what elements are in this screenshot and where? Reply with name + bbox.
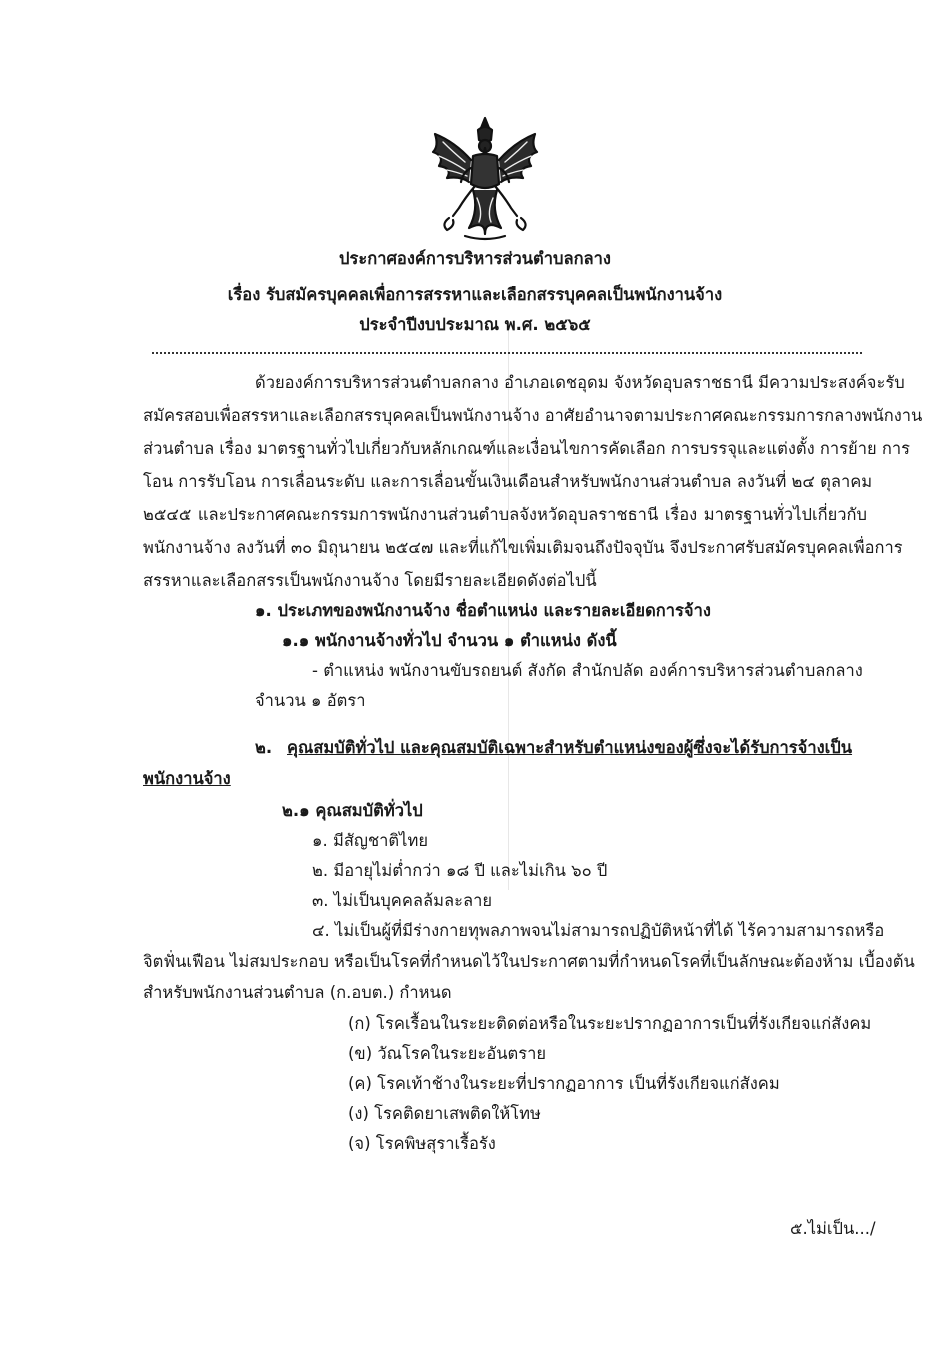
- intro-line: สมัครสอบเพื่อสรรหาและเลือกสรรบุคคลเป็นพนักงานจ้าง อาศัยอำนาจตามประกาศคณะกรรมการกลางพนักงาน: [143, 406, 923, 425]
- intro-line: สรรหาและเลือกสรรเป็นพนักงานจ้าง โดยมีรายละเอียดดังต่อไปนี้: [143, 571, 597, 590]
- qualification-item: ๒. มีอายุไม่ต่ำกว่า ๑๘ ปี และไม่เกิน ๖๐ ปี: [312, 861, 608, 880]
- disease-item: (ค) โรคเท้าช้างในระยะที่ปรากฏอาการ เป็นที่รังเกียจแก่สังคม: [348, 1074, 780, 1093]
- header-dotted-separator: [152, 352, 862, 354]
- disease-item: (ก) โรคเรื้อนในระยะติดต่อหรือในระยะปรากฏอาการเป็นที่รังเกียจแก่สังคม: [348, 1014, 872, 1033]
- disease-item: (จ) โรคพิษสุราเรื้อรัง: [348, 1134, 496, 1153]
- intro-line: ส่วนตำบล เรื่อง มาตรฐานทั่วไปเกี่ยวกับหลักเกณฑ์และเงื่อนไขการคัดเลือก การบรรจุและแต่งตั้ง การย้าย การ: [143, 439, 910, 458]
- qualification-item-4-cont: สำหรับพนักงานส่วนตำบล (ก.อบต.) กำหนด: [143, 983, 452, 1002]
- section2-number: ๒.: [255, 738, 273, 757]
- section1-subtitle: ๑.๑ พนักงานจ้างทั่วไป จำนวน ๑ ตำแหน่ง ดังนี้: [282, 631, 617, 650]
- section2-title-cont: พนักงานจ้าง: [143, 769, 231, 788]
- intro-line: ๒๕๔๕ และประกาศคณะกรรมการพนักงานส่วนตำบลจังหวัดอุบลราชธานี เรื่อง มาตรฐานทั่วไปเกี่ยวกับ: [143, 505, 867, 524]
- section2-title: คุณสมบัติทั่วไป และคุณสมบัติเฉพาะสำหรับตำแหน่งของผู้ซึ่งจะได้รับการจ้างเป็น: [287, 738, 853, 757]
- page-continuation-note: ๕.ไม่เป็น.../: [790, 1219, 876, 1238]
- section1-title: ๑. ประเภทของพนักงานจ้าง ชื่อตำแหน่ง และรายละเอียดการจ้าง: [255, 601, 711, 620]
- section2-subtitle: ๒.๑ คุณสมบัติทั่วไป: [282, 801, 423, 820]
- position-count: จำนวน ๑ อัตรา: [255, 691, 366, 710]
- announcement-subject: เรื่อง รับสมัครบุคคลเพื่อการสรรหาและเลือกสรรบุคคลเป็นพนักงานจ้าง: [227, 285, 723, 304]
- intro-line: โอน การรับโอน การเลื่อนระดับ และการเลื่อนขั้นเงินเดือนสำหรับพนักงานส่วนตำบล ลงวันที่ ๒๔ ตุลาคม: [143, 472, 873, 491]
- announcement-issuer: ประกาศองค์การบริหารส่วนตำบลกลาง: [339, 249, 611, 268]
- garuda-emblem-icon: [425, 112, 545, 244]
- qualification-item-4-cont: จิตฟั่นเฟือน ไม่สมประกอบ หรือเป็นโรคที่กำหนดไว้ในประกาศตามที่กำหนดโรคที่เป็นลักษณะต้องห้าม เบื้องต้น: [143, 952, 915, 971]
- qualification-item-4: ๔. ไม่เป็นผู้ที่มีร่างกายทุพลภาพจนไม่สามารถปฏิบัติหน้าที่ได้ ไร้ความสามารถหรือ: [312, 921, 885, 940]
- intro-line: ด้วยองค์การบริหารส่วนตำบลกลาง อำเภอเดชอุดม จังหวัดอุบลราชธานี มีความประสงค์จะรับ: [255, 373, 905, 392]
- intro-line: พนักงานจ้าง ลงวันที่ ๓๐ มิถุนายน ๒๕๔๗ และที่แก้ไขเพิ่มเติมจนถึงปัจจุบัน จึงประกาศรับสมัครบุคคลเพื่อการ: [143, 538, 903, 557]
- disease-item: (ง) โรคติดยาเสพติดให้โทษ: [348, 1104, 541, 1123]
- disease-item: (ข) วัณโรคในระยะอันตราย: [348, 1044, 547, 1063]
- qualification-item: ๓. ไม่เป็นบุคคลล้มละลาย: [312, 891, 493, 910]
- announcement-fiscal-year: ประจำปีงบประมาณ พ.ศ. ๒๕๖๕: [359, 315, 591, 334]
- qualification-item: ๑. มีสัญชาติไทย: [312, 831, 428, 850]
- position-detail: - ตำแหน่ง พนักงานขับรถยนต์ สังกัด สำนักปลัด องค์การบริหารส่วนตำบลกลาง: [312, 661, 863, 680]
